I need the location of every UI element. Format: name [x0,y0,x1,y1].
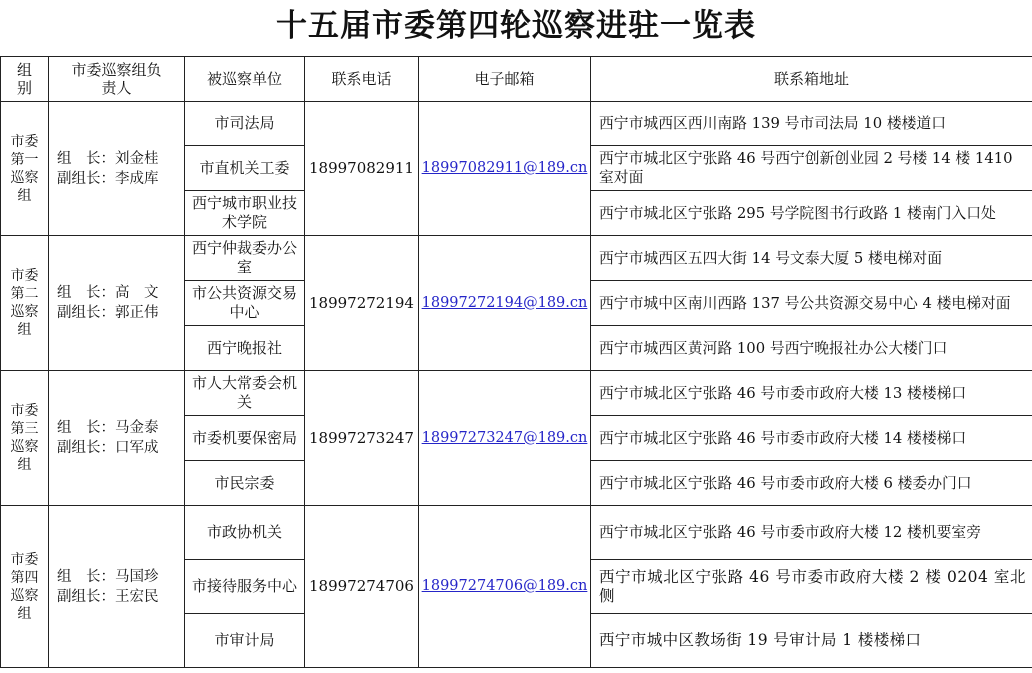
group-leaders [49,371,185,506]
unit-cell: 市公共资源交易中心 [185,281,305,326]
group-leader: 组 长：马国珍 [57,568,159,585]
address-cell: 西宁市城西区五四大街 14 号文泰大厦 5 楼电梯对面 [591,236,1032,281]
group-name: 市委第四巡察组 [1,506,49,668]
group-leader: 组 长：马金泰 [57,420,159,436]
group-leaders [49,506,185,668]
address-cell: 西宁市城北区宁张路 46 号市委市政府大楼 12 楼机要室旁 [591,506,1032,560]
address-cell: 西宁市城北区宁张路 46 号西宁创新创业园 2 号楼 14 楼 1410 室对面 [591,146,1032,191]
group-leaders [49,102,185,236]
phone-cell: 18997082911 [305,102,419,236]
unit-cell: 市人大常委会机关 [185,371,305,416]
group-name: 市委第一巡察组 [1,102,49,236]
header-leaders: 市委巡察组负责人 [49,57,185,102]
email-cell [419,102,591,236]
address-cell: 西宁市城北区宁张路 46 号市委市政府大楼 14 楼楼梯口 [591,416,1032,461]
unit-cell: 市民宗委 [185,461,305,506]
group-leader: 组 长：刘金桂 [57,150,159,167]
unit-cell: 市接待服务中心 [185,560,305,614]
header-address: 联系箱地址 [591,57,1032,102]
unit-cell: 市直机关工委 [185,146,305,191]
phone-cell: 18997272194 [305,236,419,371]
group-deputy: 副组长：郭正伟 [57,305,159,321]
email-link[interactable]: 18997082911@189.cn [421,160,588,176]
address-cell: 西宁市城北区宁张路 295 号学院图书行政路 1 楼南门入口处 [591,191,1032,236]
header-email: 电子邮箱 [419,57,591,102]
table-row [1,102,1032,146]
group-deputy: 副组长：李成库 [57,170,159,187]
group-deputy: 副组长：口军成 [57,440,159,456]
group-name: 市委第二巡察组 [1,236,49,371]
email-link[interactable]: 18997272194@189.cn [421,294,588,311]
header-row [1,57,1032,102]
address-cell: 西宁市城北区宁张路 46 号市委市政府大楼 13 楼楼梯口 [591,371,1032,416]
phone-cell: 18997274706 [305,506,419,668]
address-cell: 西宁市城北区宁张路 46 号市委市政府大楼 2 楼 0204 室北侧 [591,560,1032,614]
unit-cell: 市审计局 [185,614,305,668]
unit-cell: 市政协机关 [185,506,305,560]
header-phone: 联系电话 [305,57,419,102]
address-cell: 西宁市城西区西川南路 139 号市司法局 10 楼楼道口 [591,102,1032,146]
page-title: 十五届市委第四轮巡察进驻一览表 [276,8,756,44]
header-group: 组别 [1,57,49,102]
address-cell: 西宁市城中区教场街 19 号审计局 1 楼楼梯口 [591,614,1032,668]
group-name: 市委第三巡察组 [1,371,49,506]
table-row [1,371,1032,416]
group-leader: 组 长：高 文 [57,285,159,301]
phone-cell: 18997273247 [305,371,419,506]
email-link[interactable]: 18997273247@189.cn [421,429,588,446]
inspection-table [0,56,1032,668]
email-cell [419,506,591,668]
address-cell: 西宁市城北区宁张路 46 号市委市政府大楼 6 楼委办门口 [591,461,1032,506]
unit-cell: 西宁仲裁委办公室 [185,236,305,281]
table-row [1,236,1032,281]
address-cell: 西宁市城中区南川西路 137 号公共资源交易中心 4 楼电梯对面 [591,281,1032,326]
unit-cell: 市司法局 [185,102,305,146]
group-leaders [49,236,185,371]
unit-cell: 西宁城市职业技术学院 [185,191,305,236]
table-row [1,506,1032,560]
email-cell [419,236,591,371]
address-cell: 西宁市城西区黄河路 100 号西宁晚报社办公大楼门口 [591,326,1032,371]
group-deputy: 副组长：王宏民 [57,588,159,605]
email-link[interactable]: 18997274706@189.cn [421,578,588,594]
unit-cell: 市委机要保密局 [185,416,305,461]
header-unit: 被巡察单位 [185,57,305,102]
email-cell [419,371,591,506]
unit-cell: 西宁晚报社 [185,326,305,371]
